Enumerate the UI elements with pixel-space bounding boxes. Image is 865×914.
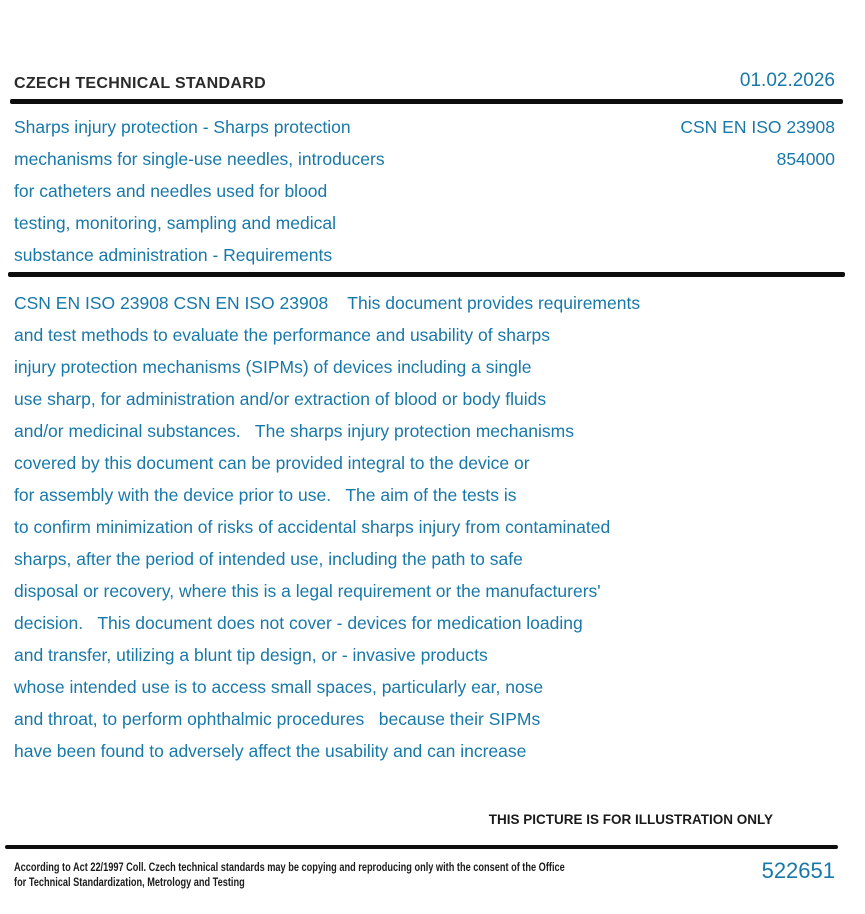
- header-rule: [10, 99, 843, 104]
- standard-title-line: for catheters and needles used for blood: [14, 181, 328, 201]
- abstract-text: [14, 287, 640, 767]
- abstract-line: and/or medicinal substances. The sharps injury protection mechanisms: [14, 421, 574, 441]
- abstract-line: CSN EN ISO 23908 CSN EN ISO 23908 This document provides requirements: [14, 293, 641, 313]
- copyright-notice-line: According to Act 22/1997 Coll. Czech technical standards may be copying and reproducing only with the consent of the Office: [14, 862, 565, 874]
- copyright-notice-line: for Technical Standardization, Metrology and Testing: [14, 877, 245, 889]
- abstract-line: have been found to adversely affect the usability and can increase: [14, 741, 527, 761]
- document-type-heading: CZECH TECHNICAL STANDARD: [14, 75, 266, 92]
- abstract-line: and throat, to perform ophthalmic procedures because their SIPMs: [14, 709, 541, 729]
- abstract-line: and test methods to evaluate the performance and usability of sharps: [14, 325, 551, 345]
- abstract-line: decision. This document does not cover - devices for medication loading: [14, 613, 583, 633]
- standard-title-line: testing, monitoring, sampling and medical: [14, 213, 336, 233]
- standard-title: [14, 111, 385, 271]
- document-order-number: 522651: [761, 858, 835, 883]
- copyright-notice: [14, 861, 565, 891]
- footer-rule: [5, 845, 838, 849]
- illustration-only-disclaimer: THIS PICTURE IS FOR ILLUSTRATION ONLY: [488, 812, 773, 827]
- classification-code: 854000: [776, 149, 835, 169]
- abstract-line: disposal or recovery, where this is a legal requirement or the manufacturers': [14, 581, 601, 601]
- abstract-line: for assembly with the device prior to use. The aim of the tests is: [14, 485, 517, 505]
- effective-date: 01.02.2026: [739, 70, 835, 91]
- abstract-line: to confirm minimization of risks of accidental sharps injury from contaminated: [14, 517, 611, 537]
- abstract-line: and transfer, utilizing a blunt tip design, or - invasive products: [14, 645, 488, 665]
- standard-title-line: mechanisms for single-use needles, introducers: [14, 149, 385, 169]
- abstract-line: covered by this document can be provided integral to the device or: [14, 453, 530, 473]
- standard-title-line: substance administration - Requirements: [14, 245, 333, 265]
- standard-reference-block: [680, 111, 835, 175]
- standard-designation: CSN EN ISO 23908: [680, 117, 835, 137]
- abstract-line: whose intended use is to access small spaces, particularly ear, nose: [14, 677, 544, 697]
- abstract-line: sharps, after the period of intended use, including the path to safe: [14, 549, 523, 569]
- title-rule: [8, 272, 845, 277]
- abstract-line: use sharp, for administration and/or extraction of blood or body fluids: [14, 389, 547, 409]
- standard-title-line: Sharps injury protection - Sharps protection: [14, 117, 351, 137]
- abstract-line: injury protection mechanisms (SIPMs) of devices including a single: [14, 357, 532, 377]
